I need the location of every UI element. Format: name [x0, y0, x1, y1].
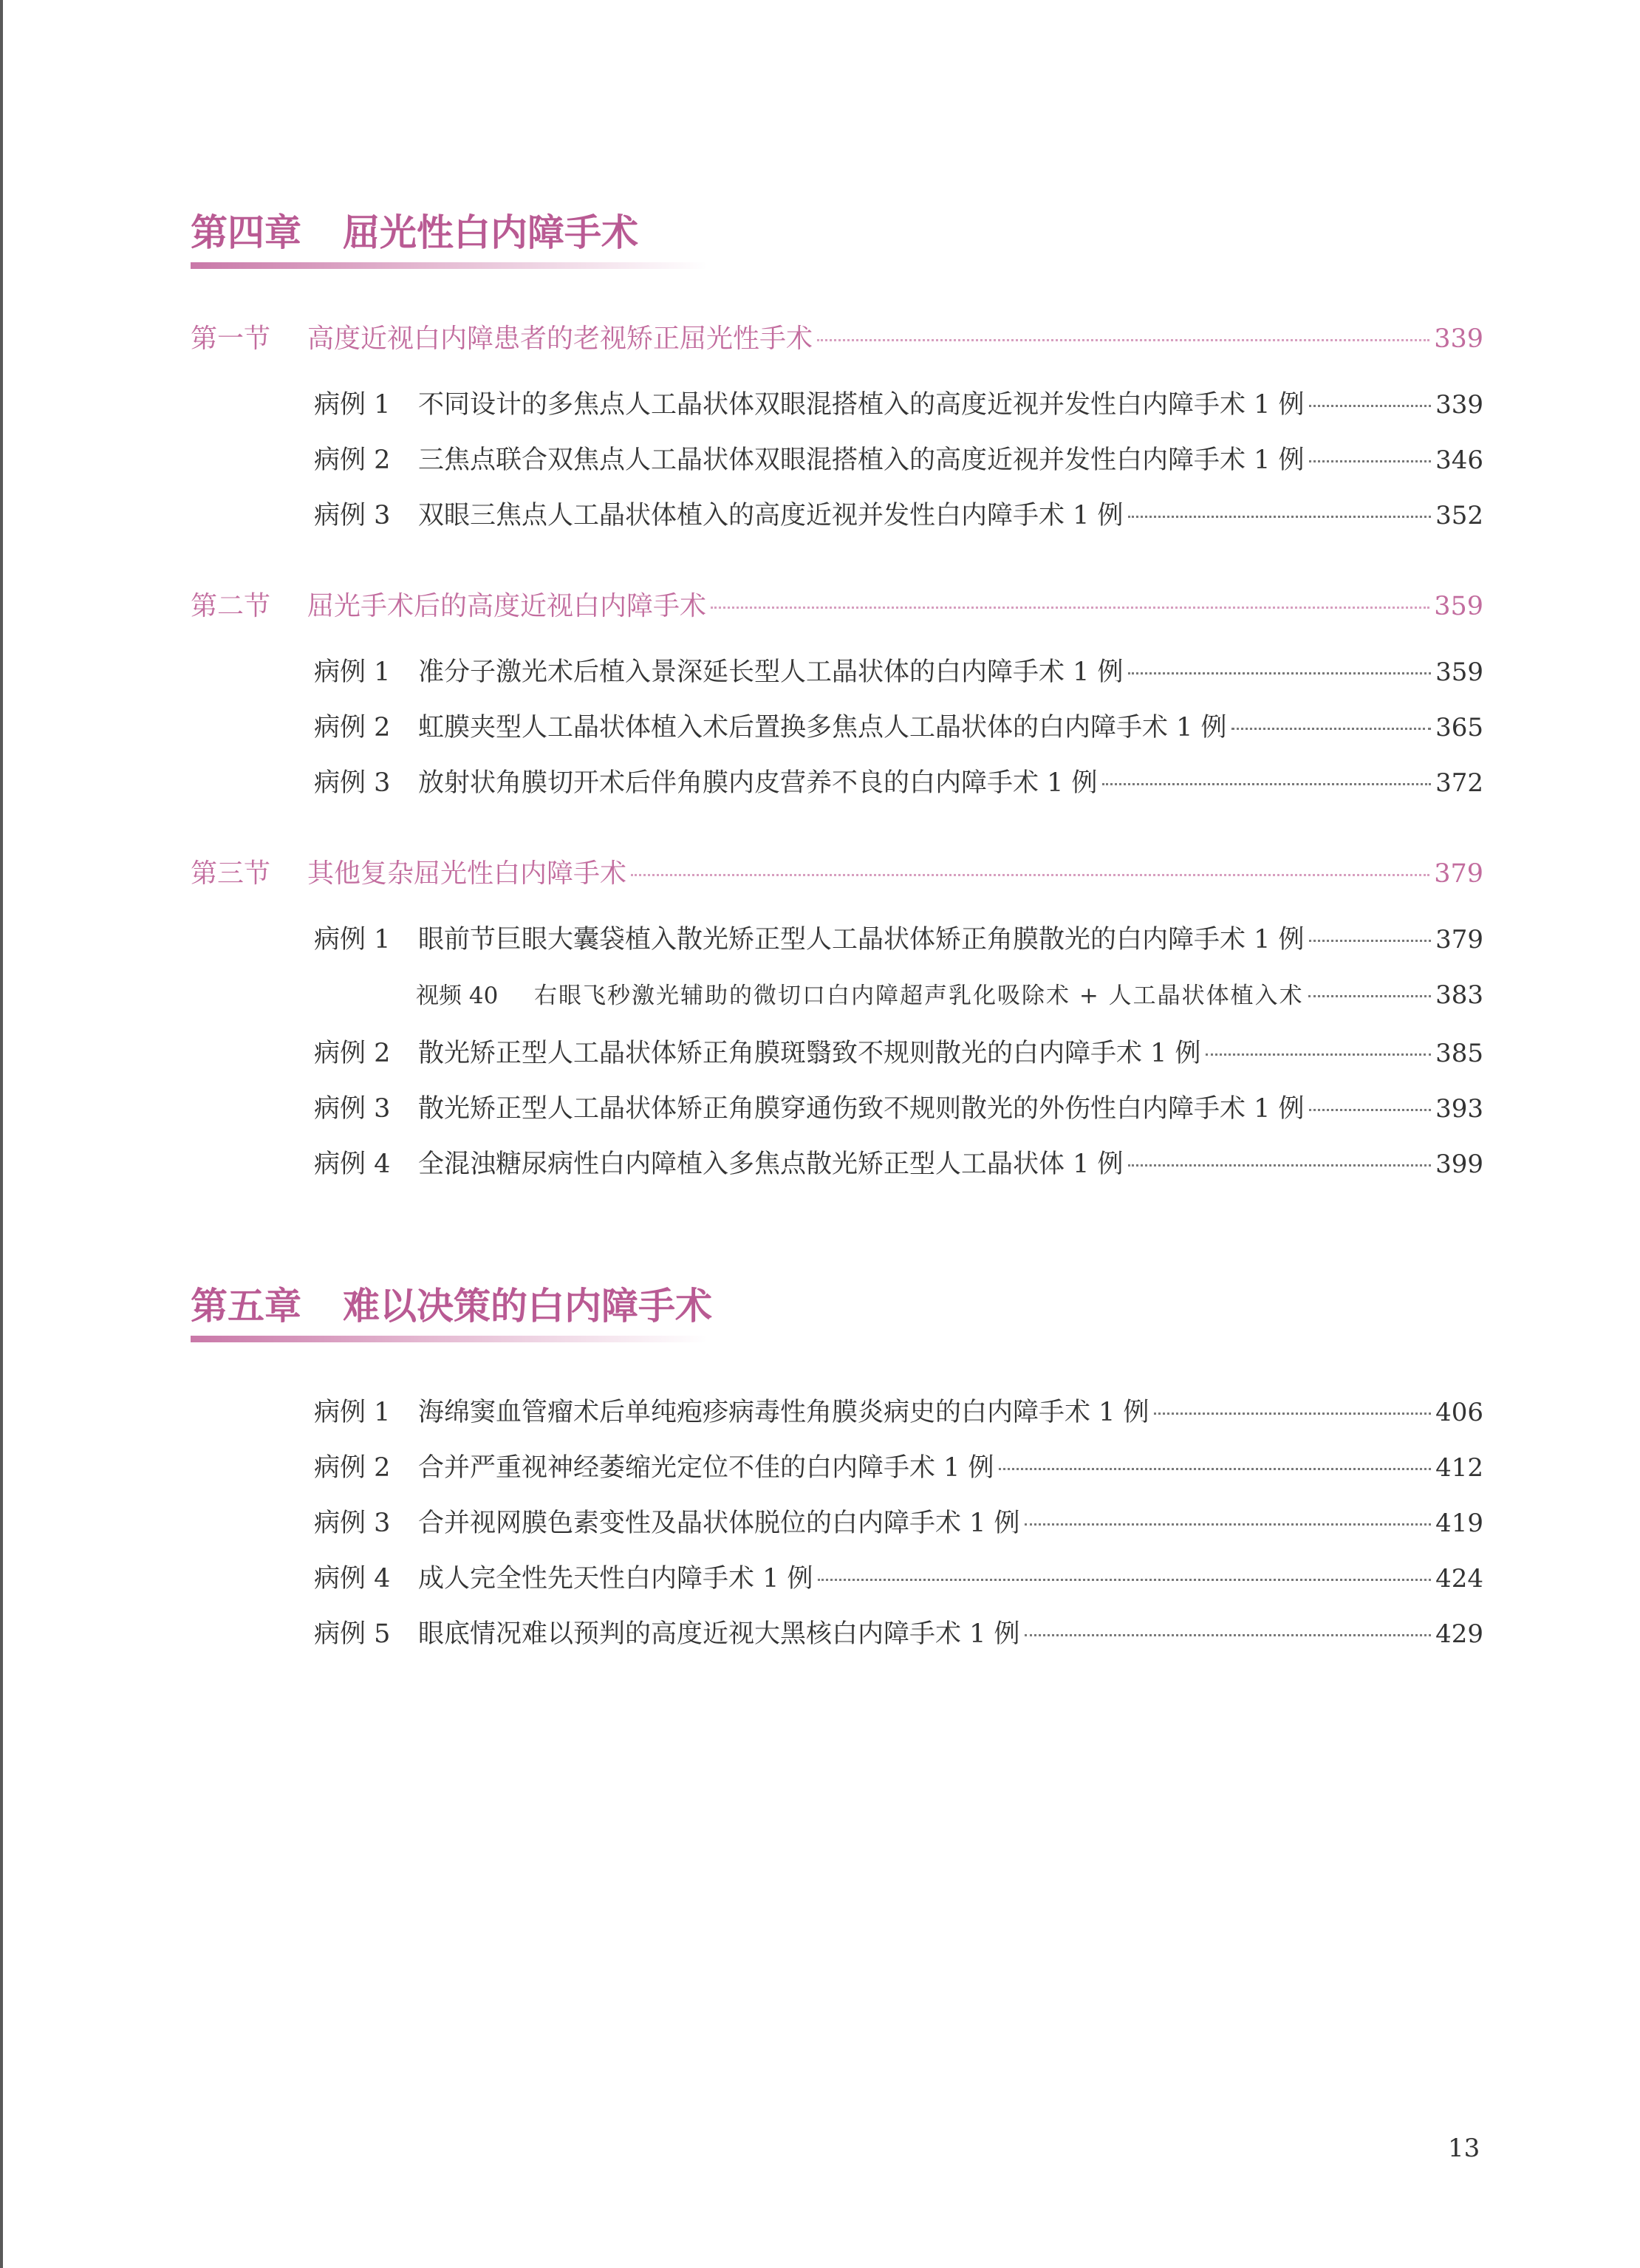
- section-label: 第三节: [191, 858, 271, 889]
- section-title: 屈光手术后的高度近视白内障手术: [307, 591, 707, 621]
- case-title: 散光矫正型人工晶状体矫正角膜穿通伤致不规则散光的外伤性白内障手术 1 例: [418, 1094, 1305, 1124]
- dot-leader: [1308, 995, 1431, 997]
- case-page: 365: [1435, 713, 1483, 742]
- case-title: 放射状角膜切开术后伴角膜内皮营养不良的白内障手术 1 例: [418, 768, 1098, 798]
- dot-leader: [1309, 1109, 1432, 1111]
- case-label: 病例 5: [314, 1619, 391, 1649]
- toc-case-entry[interactable]: [314, 495, 1483, 532]
- toc-case-entry[interactable]: [314, 652, 1483, 689]
- case-title: 双眼三焦点人工晶状体植入的高度近视并发性白内障手术 1 例: [418, 501, 1124, 530]
- chapter-5-name: 难以决策的白内障手术: [343, 1284, 712, 1328]
- case-label: 病例 3: [314, 501, 391, 530]
- dot-leader: [1309, 940, 1432, 942]
- case-page: 372: [1435, 768, 1483, 798]
- toc-section-2[interactable]: [191, 585, 1483, 623]
- chapter-5-rule: [191, 1336, 708, 1342]
- chapter-4-title: [191, 211, 1520, 255]
- dot-leader: [1128, 672, 1432, 674]
- toc-case-entry[interactable]: [314, 384, 1483, 421]
- chapter-4-heading: [191, 211, 1520, 269]
- dot-leader: [1231, 728, 1432, 730]
- case-page: 339: [1435, 390, 1483, 420]
- case-label: 病例 1: [314, 1398, 391, 1427]
- dot-leader: [817, 339, 1429, 341]
- dot-leader: [711, 607, 1429, 609]
- video-label: 视频 40: [416, 983, 499, 1009]
- toc-case-entry[interactable]: [314, 1033, 1483, 1070]
- chapter-4-rule: [191, 262, 708, 269]
- video-page: 383: [1435, 980, 1483, 1010]
- video-title: 右眼飞秒激光辅助的微切口白内障超声乳化吸除术 + 人工晶状体植入术: [534, 983, 1304, 1009]
- toc-section-3[interactable]: [191, 853, 1483, 890]
- section-title: 高度近视白内障患者的老视矫正屈光性手术: [307, 324, 813, 354]
- section-label: 第一节: [191, 324, 271, 354]
- case-title: 三焦点联合双焦点人工晶状体双眼混搭植入的高度近视并发性白内障手术 1 例: [418, 445, 1305, 475]
- case-page: 379: [1435, 925, 1483, 954]
- toc-case-entry[interactable]: [314, 1392, 1483, 1429]
- toc-video-entry[interactable]: [416, 977, 1483, 1010]
- chapter-4-label: 第四章: [191, 211, 301, 254]
- dot-leader: [1309, 460, 1432, 462]
- case-label: 病例 2: [314, 445, 391, 475]
- case-page: 429: [1435, 1619, 1483, 1649]
- case-label: 病例 1: [314, 390, 391, 420]
- case-title: 海绵窦血管瘤术后单纯疱疹病毒性角膜炎病史的白内障手术 1 例: [418, 1398, 1149, 1427]
- dot-leader: [1025, 1634, 1432, 1636]
- case-page: 399: [1435, 1150, 1483, 1179]
- case-page: 393: [1435, 1094, 1483, 1124]
- section-title: 其他复杂屈光性白内障手术: [307, 858, 627, 889]
- dot-leader: [1102, 783, 1432, 785]
- case-page: 424: [1435, 1564, 1483, 1594]
- dot-leader: [999, 1468, 1432, 1470]
- dot-leader: [1154, 1413, 1432, 1415]
- chapter-5-label: 第五章: [191, 1284, 301, 1328]
- dot-leader: [1128, 1164, 1432, 1167]
- case-title: 成人完全性先天性白内障手术 1 例: [418, 1564, 813, 1594]
- section-page: 379: [1434, 859, 1483, 889]
- case-title: 合并严重视神经萎缩光定位不佳的白内障手术 1 例: [418, 1453, 994, 1483]
- dot-leader: [1309, 405, 1432, 407]
- chapter-4-name: 屈光性白内障手术: [343, 211, 638, 254]
- case-label: 病例 1: [314, 925, 391, 954]
- case-title: 眼前节巨眼大囊袋植入散光矫正型人工晶状体矫正角膜散光的白内障手术 1 例: [418, 925, 1305, 954]
- case-page: 419: [1435, 1509, 1483, 1538]
- page-number: 13: [1448, 2134, 1480, 2163]
- case-label: 病例 4: [314, 1150, 391, 1179]
- toc-case-entry[interactable]: [314, 440, 1483, 477]
- toc-case-entry[interactable]: [314, 1144, 1483, 1181]
- case-page: 406: [1435, 1398, 1483, 1427]
- case-title: 全混浊糖尿病性白内障植入多焦点散光矫正型人工晶状体 1 例: [418, 1150, 1124, 1179]
- case-title: 眼底情况难以预判的高度近视大黑核白内障手术 1 例: [418, 1619, 1020, 1649]
- toc-case-entry[interactable]: [314, 1447, 1483, 1484]
- dot-leader: [818, 1579, 1432, 1581]
- case-title: 不同设计的多焦点人工晶状体双眼混搭植入的高度近视并发性白内障手术 1 例: [418, 390, 1305, 420]
- dot-leader: [1128, 516, 1432, 518]
- case-label: 病例 3: [314, 1509, 391, 1538]
- case-label: 病例 2: [314, 1453, 391, 1483]
- toc-case-entry[interactable]: [314, 762, 1483, 799]
- chapter-5-title: [191, 1284, 1520, 1328]
- case-title: 合并视网膜色素变性及晶状体脱位的白内障手术 1 例: [418, 1509, 1020, 1538]
- toc-case-entry[interactable]: [314, 707, 1483, 744]
- case-label: 病例 3: [314, 768, 391, 798]
- case-label: 病例 4: [314, 1564, 391, 1594]
- toc-case-entry[interactable]: [314, 919, 1483, 956]
- case-label: 病例 3: [314, 1094, 391, 1124]
- case-title: 虹膜夹型人工晶状体植入术后置换多焦点人工晶状体的白内障手术 1 例: [418, 713, 1227, 742]
- toc-case-entry[interactable]: [314, 1503, 1483, 1540]
- case-page: 412: [1435, 1453, 1483, 1483]
- case-label: 病例 1: [314, 657, 391, 687]
- section-page: 339: [1434, 324, 1483, 354]
- case-page: 352: [1435, 501, 1483, 530]
- toc-case-entry[interactable]: [314, 1088, 1483, 1125]
- case-page: 359: [1435, 657, 1483, 687]
- dot-leader: [1025, 1523, 1432, 1526]
- page-edge: [0, 0, 3, 2268]
- section-page: 359: [1434, 592, 1483, 621]
- case-title: 准分子激光术后植入景深延长型人工晶状体的白内障手术 1 例: [418, 657, 1124, 687]
- toc-section-1[interactable]: [191, 318, 1483, 355]
- toc-case-entry[interactable]: [314, 1613, 1483, 1650]
- case-label: 病例 2: [314, 1039, 391, 1068]
- dot-leader: [631, 874, 1429, 876]
- case-title: 散光矫正型人工晶状体矫正角膜斑翳致不规则散光的白内障手术 1 例: [418, 1039, 1201, 1068]
- chapter-5-heading: [191, 1284, 1520, 1342]
- section-label: 第二节: [191, 591, 271, 621]
- toc-case-entry[interactable]: [314, 1558, 1483, 1595]
- case-page: 346: [1435, 445, 1483, 475]
- case-page: 385: [1435, 1039, 1483, 1068]
- dot-leader: [1206, 1053, 1432, 1056]
- case-label: 病例 2: [314, 713, 391, 742]
